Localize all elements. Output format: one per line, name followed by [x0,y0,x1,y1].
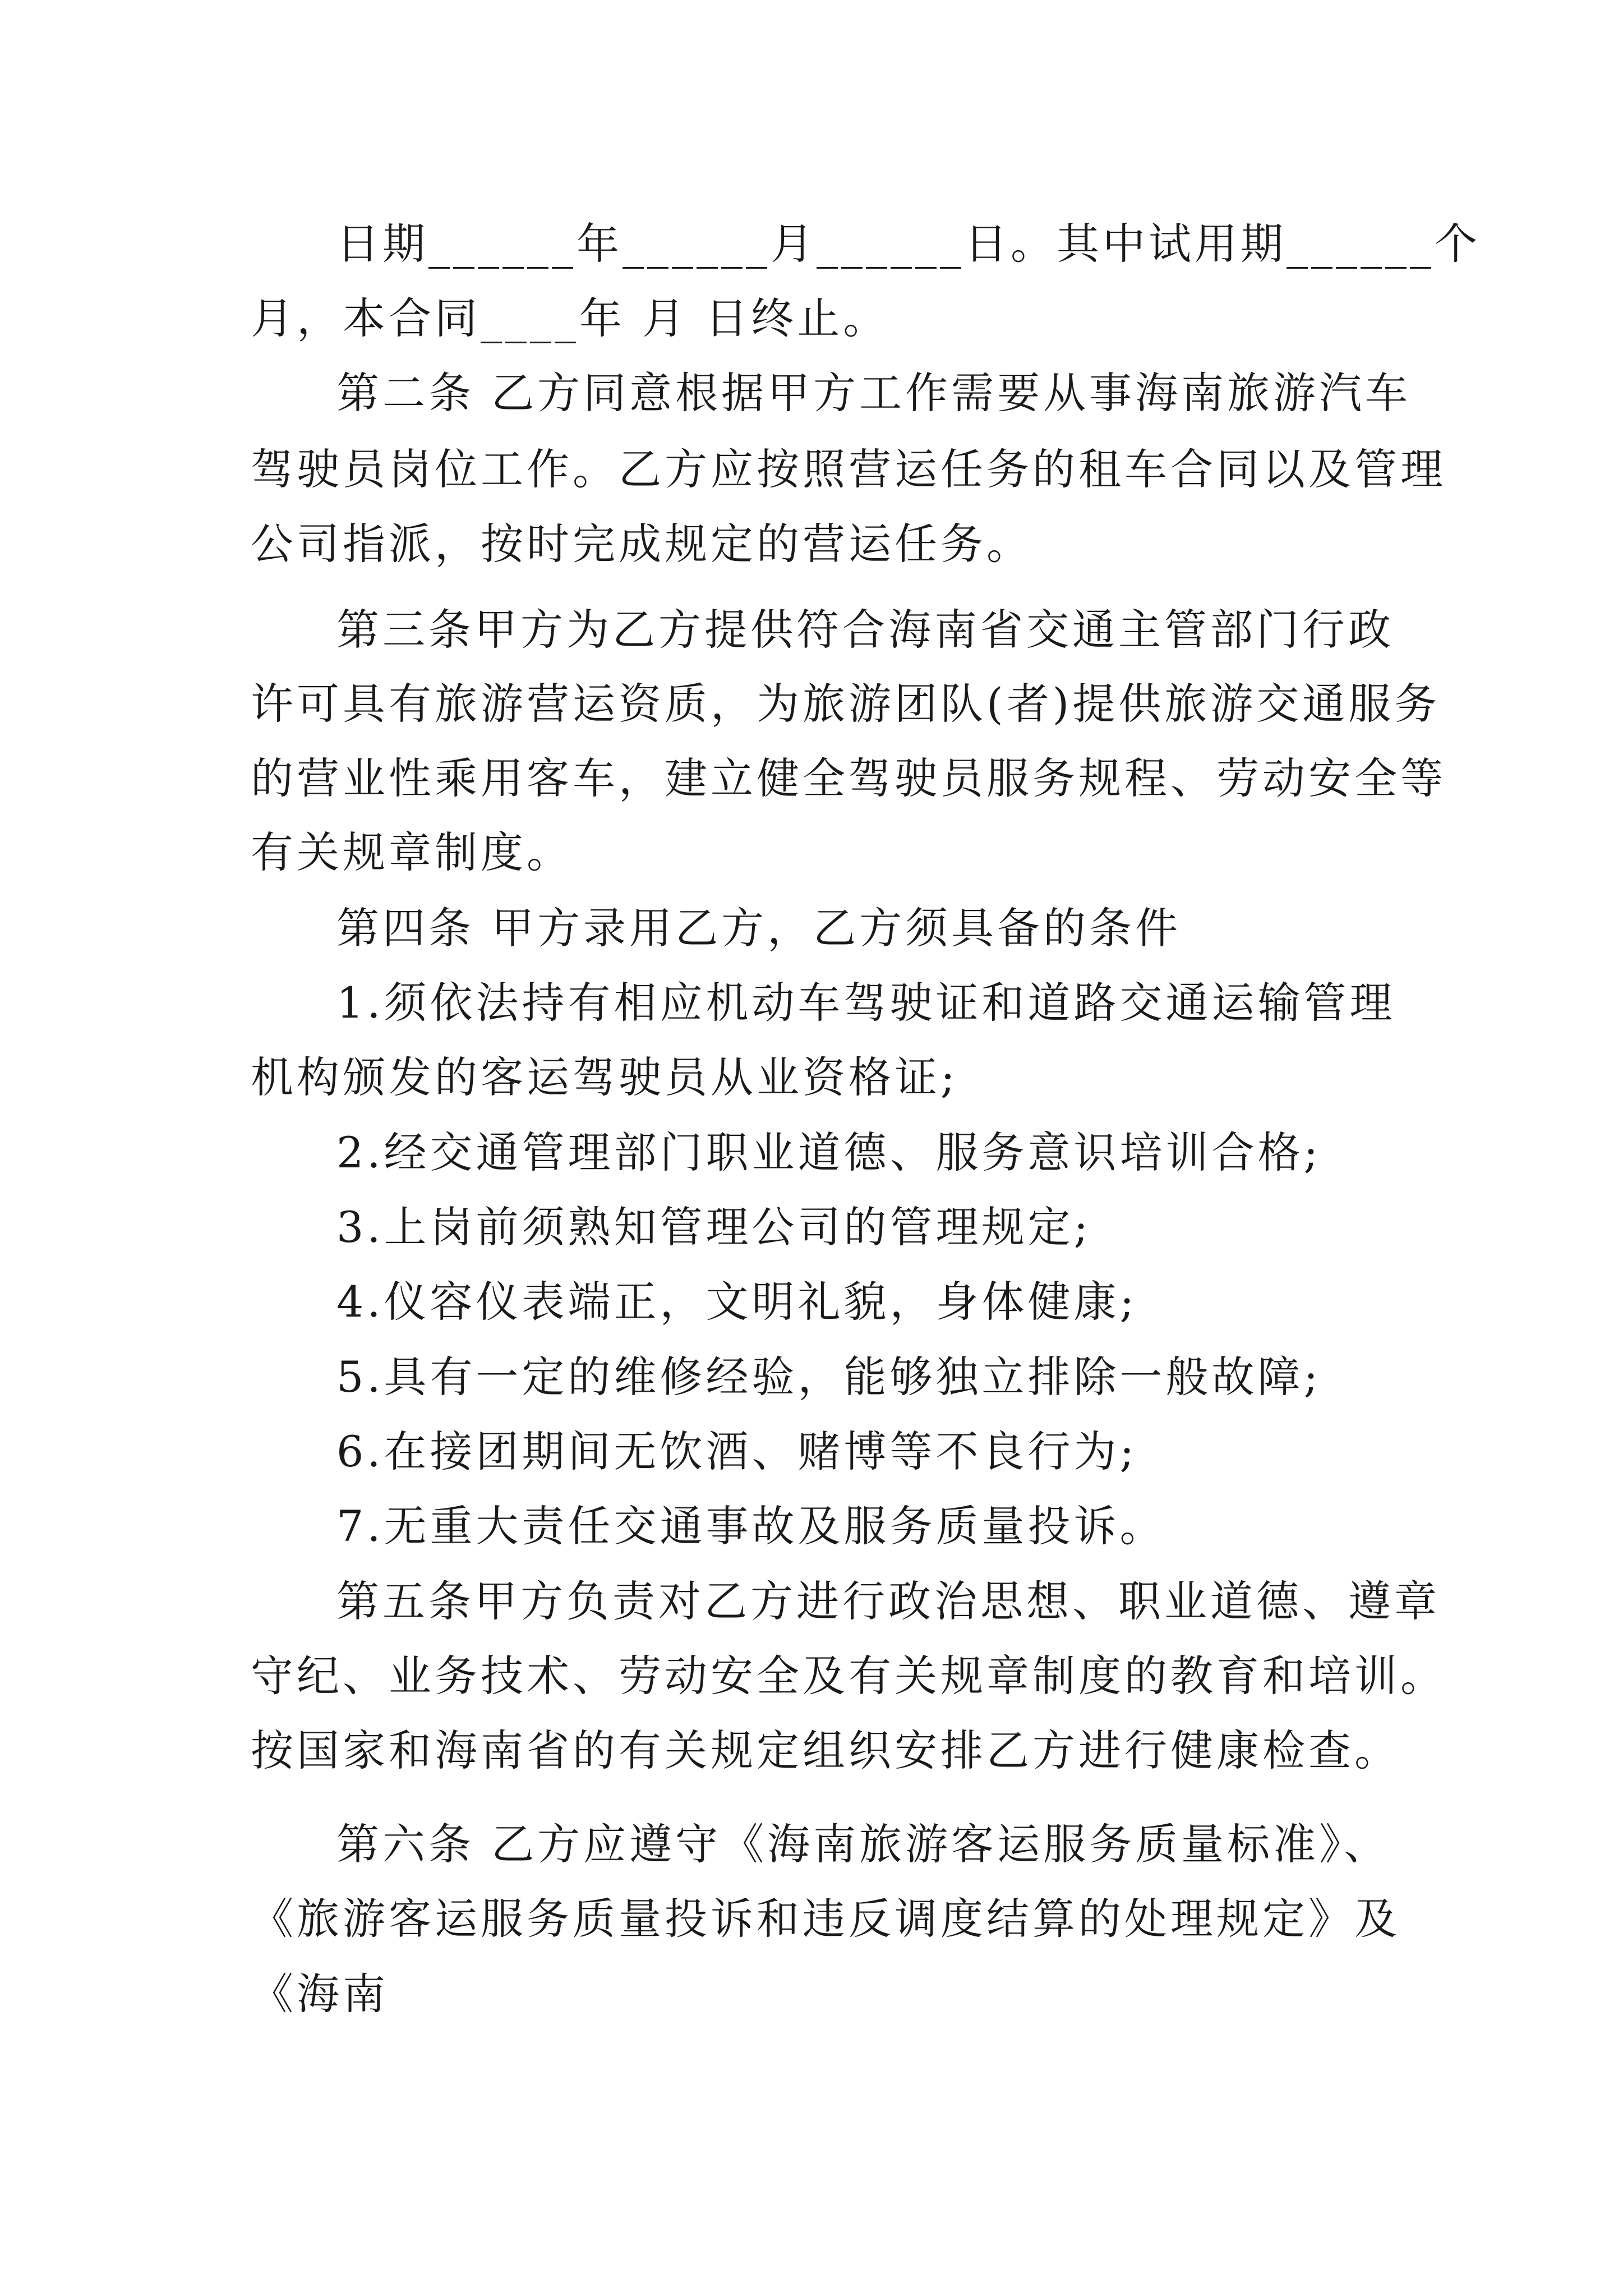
text-line: 有关规章制度。 [251,827,573,877]
text-line: 驾驶员岗位工作。乙方应按照营运任务的租车合同以及管理 [251,444,1446,494]
text-line: 3.上岗前须熟知管理公司的管理规定; [336,1202,1092,1252]
text-line: 第三条甲方为乙方提供符合海南省交通主管部门行政 [336,605,1394,655]
text-line: 4.仪容仪表端正，文明礼貌，身体健康; [336,1277,1138,1327]
text-line: 守纪、业务技术、劳动安全及有关规章制度的教育和培训。 [251,1651,1446,1701]
text-line: 第四条 甲方录用乙方，乙方须具备的条件 [336,903,1182,953]
text-line: 公司指派，按时完成规定的营运任务。 [251,519,1032,569]
text-line: 《旅游客运服务质量投诉和违反调度结算的处理规定》及 [251,1894,1400,1944]
text-line: 5.具有一定的维修经验，能够独立排除一般故障; [336,1352,1322,1402]
text-line: 7.无重大责任交通事故及服务质量投诉。 [336,1501,1166,1551]
text-line: 第五条甲方负责对乙方进行政治思想、职业道德、遵章 [336,1576,1440,1626]
text-line: 许可具有旅游营运资质，为旅游团队(者)提供旅游交通服务 [251,679,1441,729]
text-line: 《海南 [251,1969,389,2019]
text-line: 6.在接团期间无饮酒、赌博等不良行为; [336,1427,1138,1476]
text-line: 2.经交通管理部门职业道德、服务意识培训合格; [336,1128,1322,1177]
text-line: 月，本合同____年 月 日终止。 [251,293,889,343]
text-line: 第六条 乙方应遵守《海南旅游客运服务质量标准》、 [336,1819,1390,1869]
text-line: 日期______年______月______日。其中试用期______个 [336,219,1481,269]
text-line: 的营业性乘用客车，建立健全驾驶员服务规程、劳动安全等 [251,753,1446,803]
text-line: 第二条 乙方同意根据甲方工作需要从事海南旅游汽车 [336,368,1412,418]
text-line: 1.须依法持有相应机动车驾驶证和道路交通运输管理 [336,978,1396,1028]
text-line: 按国家和海南省的有关规定组织安排乙方进行健康检查。 [251,1726,1400,1775]
text-line: 机构颁发的客运驾驶员从业资格证; [251,1052,958,1102]
